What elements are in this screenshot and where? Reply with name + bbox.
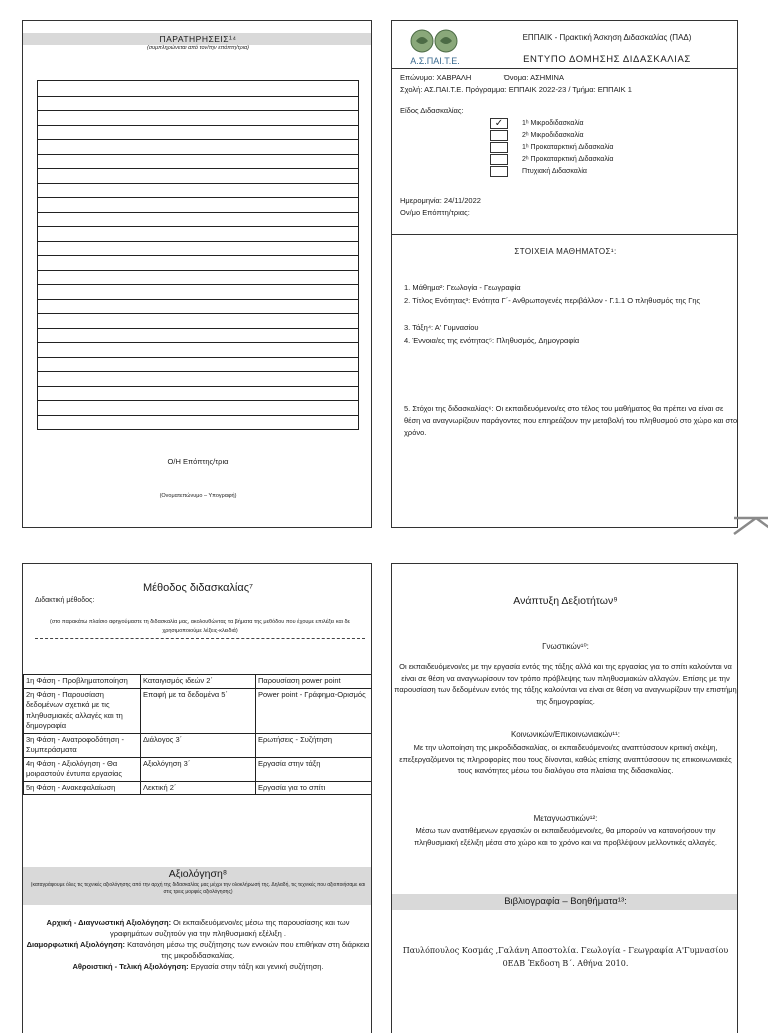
evaluation-item [25, 939, 371, 961]
evaluation-item-text: Οι εκπαιδευόμενοι/ες μέσω της παρουσίασης και των γραφημάτων συζητούν για την πληθυσμιακή εξέλιξη . [110, 918, 350, 938]
metacognitive-skills-title: Μεταγνωστικών¹²: [533, 814, 598, 823]
header-divider [392, 68, 738, 69]
option-checkbox-2[interactable] [490, 130, 508, 141]
ruled-line [38, 241, 358, 242]
evaluation-body [25, 917, 371, 972]
ruled-line [38, 110, 358, 111]
ruled-line [38, 270, 358, 271]
ruled-line [38, 357, 358, 358]
method-evaluation-page [22, 563, 372, 1033]
evaluation-item-label: Αρχική - Διαγνωστική Αξιολόγηση: [46, 918, 172, 927]
ruled-line [38, 255, 358, 256]
lesson-grade: 3. Τάξη⁴: Α' Γυμνασίου [404, 323, 479, 332]
cognitive-skills-title: Γνωστικών¹⁰: [542, 642, 589, 651]
signature-label: (Ονοματεπώνυμο – Υπογραφή) [159, 493, 237, 499]
technique-cell: Αξιολόγηση 3΄ [141, 757, 256, 781]
lesson-details-title: ΣΤΟΙΧΕΙΑ ΜΑΘΗΜΑΤΟΣ¹: [514, 247, 617, 256]
section-divider [392, 234, 738, 235]
evaluation-item-label: Αθροιστική - Τελική Αξιολόγηση: [72, 962, 189, 971]
tool-cell: Ερωτήσεις - Συζήτηση [256, 733, 373, 757]
social-skills-text: Με την υλοποίηση της μικροδιδασκαλίας, οι εκπαιδευόμενοι/ες αναπτύσσουν κριτική σκέψη, επεξεργαζόμενοι τις πληροφορίες που τους δίνονται, καθώς επίσης αναπτύσσουν τις επικοινωνιακές τους ικανότητες μέσω του διαλόγου στα πλαίσια της διδασκαλίας. [399, 743, 732, 775]
observations-lines-box[interactable] [37, 80, 359, 430]
ruled-line [38, 212, 358, 213]
technique-cell: Διάλογος 3΄ [141, 733, 256, 757]
option-label-2: 2ʰ Μικροδιδασκαλία [522, 132, 584, 139]
option-label-3: 1ʰ Προκαταρκτική Διδασκαλία [522, 144, 614, 151]
option-label-4: 2ʰ Προκαταρκτική Διδασκαλία [522, 156, 614, 163]
option-checkbox-1[interactable]: ✓ [490, 118, 508, 129]
option-checkbox-5[interactable] [490, 166, 508, 177]
aspaite-logo [402, 27, 468, 67]
ruled-line [38, 284, 358, 285]
option-label-1: 1ʰ Μικροδιδασκαλία [522, 120, 584, 127]
tool-cell: Εργασία για το σπίτι [256, 781, 373, 795]
lesson-structure-page [391, 20, 738, 528]
ruled-line [38, 125, 358, 126]
teaching-type-label: Είδος Διδασκαλίας: [400, 106, 464, 115]
table-row [24, 781, 373, 795]
bibliography-text: Παυλόπουλος Κοσμάς ,Γαλάνη Αποστολία. Γεωλογία - Γεωγραφία Α'Γυμνασίου 0ΕΔΒ Έκδοση Β΄. Αθήνα 2010. [402, 946, 729, 968]
ruled-line [38, 226, 358, 227]
firstname-field: Όνομα: ΑΣΗΜΙΝΑ [504, 73, 564, 82]
evaluation-item [25, 961, 371, 972]
phase-cell: 4η Φάση - Αξιολόγηση - Θα μοιραστούν έντυπα εργασίας [24, 757, 141, 781]
method-subtitle: Διδακτική μέθοδος: [35, 597, 95, 604]
phase-cell: 1η Φάση - Προβληματοποίηση [24, 675, 141, 689]
ruled-line [38, 299, 358, 300]
phase-cell: 2η Φάση - Παρουσίαση δεδομένων σχετικά με τις πληθυσμιακές αλλαγές και τη δημογραφία [24, 688, 141, 733]
table-row [24, 688, 373, 733]
evaluation-title: Αξιολόγηση⁸ [168, 868, 228, 880]
ruled-line [38, 139, 358, 140]
method-title: Μέθοδος διδασκαλίας⁷ [142, 582, 254, 594]
phase-cell: 3η Φάση - Ανατροφοδότηση - Συμπεράσματα [24, 733, 141, 757]
ruled-line [38, 313, 358, 314]
surname-field: Επώνυμο: ΧΑΒΡΑΛΗ [400, 73, 472, 82]
logo-text: Α.Σ.ΠΑΙ.Τ.Ε. [410, 56, 460, 66]
method-description: (στο παρακάτω πλαίσιο αφηγούμαστε τη διδασκαλία μας, ακολουθώντας τα βήματα της μεθόδου που έχουμε επιλέξει και δε χρησιμοποιούμε λέξεις-κλειδιά) [49, 619, 351, 634]
tool-cell: Παρουσίαση power point [256, 675, 373, 689]
evaluation-item-text: Εργασία στην τάξη και γενική συζήτηση. [188, 962, 324, 971]
observations-title: ΠΑΡΑΤΗΡΗΣΕΙΣ¹⁴ [23, 33, 372, 45]
cognitive-skills-text: Οι εκπαιδευόμενοι/ες με την εργασία εντός της τάξης αλλά και της εργασίας για το σπίτι καλούνται να είναι σε θέση να αναγνωρίσουν τον τρόπο πρόβλεψης των πληθυσμιακών αλλαγών. Επίσης με την παρουσίαση των δεδομένων εντός της τάξης καλούνται να είναι σε θέση να αναγνωρίζουν την επιστήμη της δημογραφίας. [394, 662, 737, 706]
skills-title: Ανάπτυξη Δεξιοτήτων⁹ [513, 595, 618, 607]
table-row [24, 757, 373, 781]
supervisor-label: Ο/Η Επόπτης/τρια [167, 457, 229, 466]
method-phases-table [23, 674, 372, 795]
technique-cell: Λεκτική 2΄ [141, 781, 256, 795]
ruled-line [38, 386, 358, 387]
ruled-line [38, 400, 358, 401]
method-dashed-divider [35, 638, 365, 639]
observations-page [22, 20, 372, 528]
evaluation-item [25, 917, 371, 939]
table-row [24, 733, 373, 757]
header-title: ΕΠΠΑΙΚ - Πρακτική Άσκηση Διδασκαλίας (ΠΑΔ) [522, 33, 692, 42]
lesson-subject: 1. Μάθημα²: Γεωλογία - Γεωγραφία [404, 283, 521, 292]
table-row [24, 675, 373, 689]
lesson-unit-title: 2. Τίτλος Ενότητας³: Ενότητα Γ΄- Ανθρωπογενές περιβάλλον - Γ.1.1 Ο πληθυσμός της Γης [404, 296, 701, 305]
ruled-line [38, 183, 358, 184]
ruled-line [38, 371, 358, 372]
observations-subtitle: (συμπληρώνεται από τον/την επόπτη/τρια) [147, 45, 249, 51]
technique-cell: Επαφή με τα δεδομένα 5΄ [141, 688, 256, 733]
metacognitive-skills-text: Μέσω των ανατιθέμενων εργασιών οι εκπαιδευόμενοι/ες, θα μπορούν να κατανοήσουν την πληθυσμιακή εξέλιξη μέσα στο χώρο και το χρόνο και να προβλέψουν μελλοντικές αλλαγές. [414, 826, 717, 847]
ruled-line [38, 415, 358, 416]
option-checkbox-3[interactable] [490, 142, 508, 153]
evaluation-item-text: Κατανόηση μέσω της συζήτησης των εννοιών που επιθήκαν στη διάρκεια της μικροδιδασκαλίας. [125, 940, 370, 960]
ruled-line [38, 197, 358, 198]
lesson-concepts: 4. Έννοια/ες της ενότητας⁵: Πληθυσμός, Δημογραφία [404, 336, 580, 345]
ruled-line [38, 328, 358, 329]
social-skills-title: Κοινωνικών/Επικοινωνιακών¹¹: [511, 730, 620, 739]
ruled-line [38, 96, 358, 97]
ruled-line [38, 168, 358, 169]
ruled-line [38, 154, 358, 155]
tool-cell: Εργασία στην τάξη [256, 757, 373, 781]
technique-cell: Καταιγισμός ιδεών 2΄ [141, 675, 256, 689]
ruled-line [38, 342, 358, 343]
option-checkbox-4[interactable] [490, 154, 508, 165]
evaluation-item-label: Διαμορφωτική Αξιολόγηση: [26, 940, 126, 949]
phase-cell: 5η Φάση - Ανακεφαλαίωση [24, 781, 141, 795]
bibliography-title: Βιβλιογραφία – Βοηθήματα¹³: [504, 896, 627, 907]
tool-cell: Power point - Γράφημα-Ορισμός [256, 688, 373, 733]
edge-artifact-icon [726, 514, 768, 538]
skills-bibliography-page [391, 563, 738, 1033]
option-label-5: Πτυχιακή Διδασκαλία [522, 168, 587, 175]
lesson-goals: 5. Στόχοι της διδασκαλίας⁶: Οι εκπαιδευόμενοι/ες στο τέλος του μαθήματος θα πρέπει να είναι σε θέση να αναγνωρίζουν παράγοντες που επηρεάζουν την μεταβολή του πληθυσμού στο χώρο και στο χρόνο. [404, 404, 738, 437]
date-field: Ημερομηνία: 24/11/2022 [400, 196, 481, 205]
school-program-field: Σχολή: ΑΣ.ΠΑΙ.Τ.Ε. Πρόγραμμα: ΕΠΠΑΙΚ 2022-23 / Τμήμα: ΕΠΠΑΙΚ 1 [400, 85, 632, 94]
evaluation-subtitle: (καταγράφουμε όλες τις τεχνικές αξιολόγησης από την αρχή της διδασκαλίας μας μέχρι την ολοκλήρωσή της. Δηλαδή, τις τεχνικές που αξιοποιήσαμε και στις τρεις μορφές αξιολόγησης) [30, 882, 366, 895]
header-subtitle: ΕΝΤΥΠΟ ΔΟΜΗΣΗΣ ΔΙΔΑΣΚΑΛΙΑΣ [523, 54, 691, 65]
supervisor-name-field: Ον/μο Επόπτη/τριας: [400, 208, 470, 217]
